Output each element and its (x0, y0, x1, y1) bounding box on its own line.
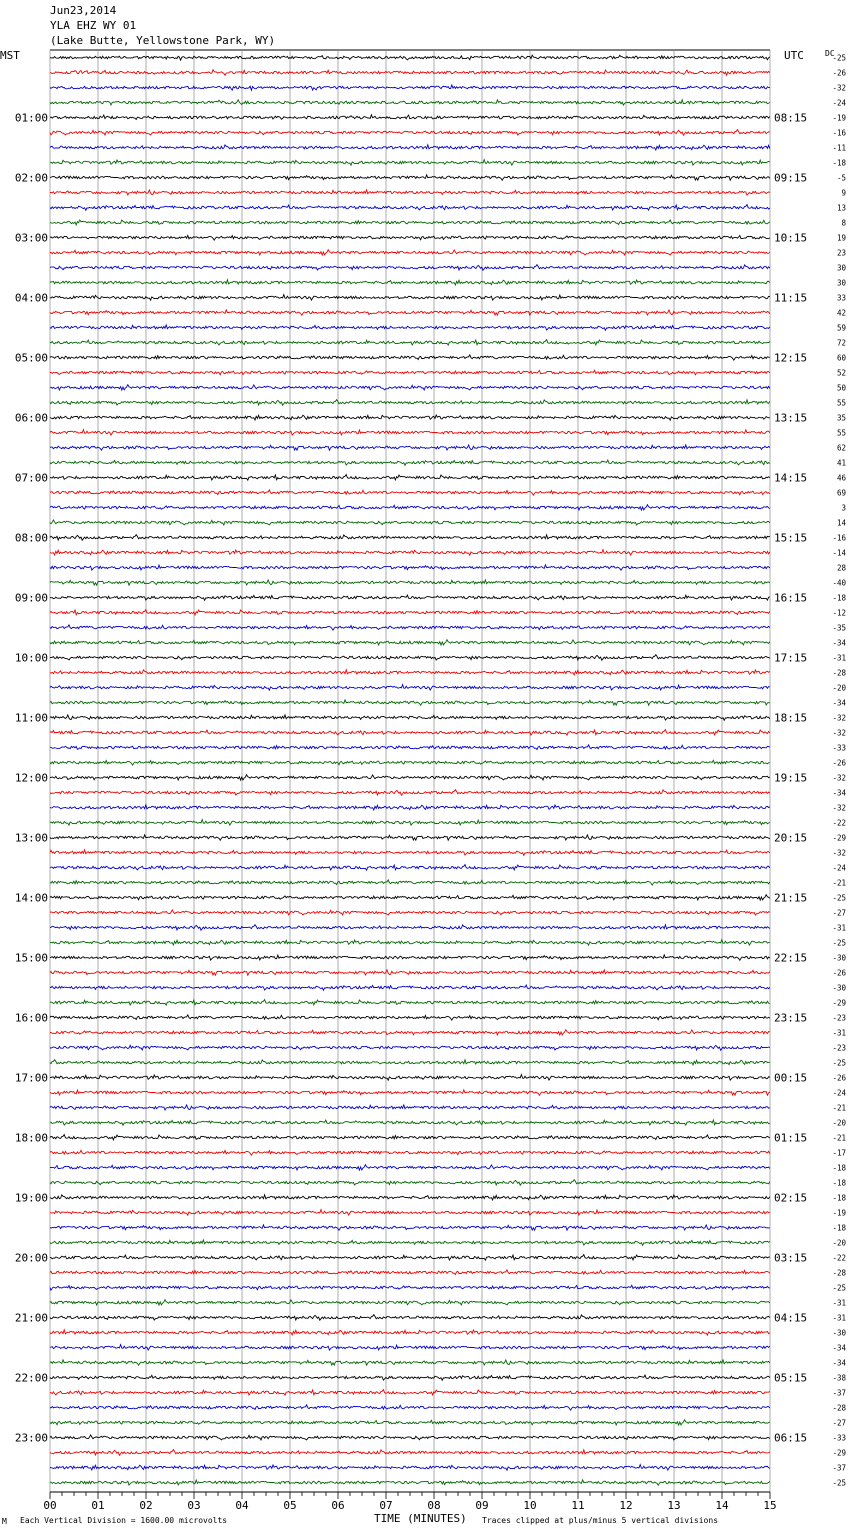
seismic-trace (50, 1180, 770, 1186)
dc-offset-value: -12 (832, 608, 846, 618)
mst-hour-label: 23:00 (14, 1431, 48, 1445)
dc-offset-value: -33 (832, 1433, 846, 1443)
seismic-trace (50, 490, 770, 495)
dc-offset-value: 59 (836, 323, 846, 333)
mst-hour-label: 03:00 (14, 231, 48, 245)
utc-hour-label: 05:15 (774, 1371, 808, 1385)
seismic-trace (50, 1060, 770, 1065)
dc-offset-value: -37 (832, 1388, 846, 1398)
seismic-trace (50, 295, 770, 301)
dc-offset-value: -32 (832, 728, 846, 738)
seismic-trace (50, 325, 770, 330)
utc-hour-label: 09:15 (774, 171, 808, 185)
seismic-trace (50, 355, 770, 360)
seismic-trace (50, 1465, 770, 1471)
seismic-trace (50, 1375, 770, 1380)
seismic-trace (50, 1435, 770, 1440)
time-tick-label: 14 (715, 1499, 729, 1512)
dc-offset-value: -17 (832, 1148, 846, 1158)
time-tick-label: 00 (43, 1499, 57, 1512)
utc-hour-label: 00:15 (774, 1071, 808, 1085)
mst-hour-label: 01:00 (14, 111, 48, 125)
seismic-trace (50, 190, 770, 195)
mst-hour-label: 21:00 (14, 1311, 48, 1325)
seismic-trace (50, 1225, 770, 1230)
trace-group (50, 55, 770, 1485)
dc-offset-value: -25 (832, 1283, 846, 1293)
seismic-trace (50, 1450, 770, 1456)
utc-hour-label: 03:15 (774, 1251, 808, 1265)
dc-offset-value: -26 (832, 68, 846, 78)
utc-hour-label: 15:15 (774, 531, 808, 545)
seismic-trace (50, 955, 770, 960)
mst-hour-label: 10:00 (14, 651, 48, 665)
dc-offset-value: -25 (832, 53, 846, 63)
seismic-trace (50, 1255, 770, 1261)
corner-mark: M (2, 1517, 7, 1526)
dc-offset-value: -28 (832, 1268, 846, 1278)
dc-offset-value: -20 (832, 1118, 846, 1128)
utc-hour-label: 10:15 (774, 231, 808, 245)
seismic-trace (50, 790, 770, 796)
dc-offset-value: -20 (832, 683, 846, 693)
dc-offset-value: 55 (836, 398, 846, 408)
left-timezone-label: MST (0, 49, 20, 62)
seismic-trace (50, 1210, 770, 1216)
mst-hour-label: 14:00 (14, 891, 48, 905)
dc-offset-value: -34 (832, 788, 846, 798)
dc-offset-value: -18 (832, 1193, 846, 1203)
seismic-trace (50, 340, 770, 346)
dc-offset-value: 72 (836, 338, 846, 348)
seismic-trace (50, 145, 770, 150)
dc-offset-value: -32 (832, 773, 846, 783)
time-tick-label: 11 (571, 1499, 585, 1512)
dc-offset-value: -24 (832, 1088, 846, 1098)
seismic-trace (50, 1285, 770, 1290)
seismic-trace (50, 970, 770, 975)
dc-offset-column (832, 54, 846, 1488)
time-tick-label: 15 (763, 1499, 777, 1512)
dc-offset-value: -34 (832, 1343, 846, 1353)
dc-offset-value: -24 (832, 863, 846, 873)
dc-offset-value: 33 (836, 293, 846, 303)
seismic-trace (50, 70, 770, 76)
seismic-trace (50, 1345, 770, 1351)
dc-offset-value: -16 (832, 533, 846, 543)
time-tick-label: 01 (91, 1499, 105, 1512)
dc-offset-value: -25 (832, 1478, 846, 1488)
seismic-trace (50, 1045, 770, 1050)
utc-hour-label: 02:15 (774, 1191, 808, 1205)
mst-hour-label: 18:00 (14, 1131, 48, 1145)
dc-offset-value: 62 (836, 443, 846, 453)
time-tick-label: 02 (139, 1499, 153, 1512)
dc-offset-value: -22 (832, 818, 846, 828)
seismic-trace (50, 505, 770, 510)
dc-offset-value: -18 (832, 593, 846, 603)
dc-offset-value: -21 (832, 1103, 846, 1113)
utc-hour-label: 11:15 (774, 291, 808, 305)
dc-offset-value: -26 (832, 758, 846, 768)
dc-offset-value: -5 (836, 173, 846, 183)
seismic-trace (50, 1015, 770, 1020)
seismic-trace (50, 115, 770, 120)
utc-hour-label: 12:15 (774, 351, 808, 365)
seismic-trace (50, 610, 770, 615)
dc-offset-value: -20 (832, 1238, 846, 1248)
dc-offset-value: -21 (832, 878, 846, 888)
seismic-trace (50, 236, 770, 241)
seismic-trace (50, 640, 770, 645)
seismic-trace (50, 925, 770, 931)
dc-offset-value: 14 (836, 518, 846, 528)
seismic-trace (50, 175, 770, 180)
seismic-trace (50, 55, 770, 60)
dc-offset-value: 13 (836, 203, 846, 213)
utc-hour-label: 18:15 (774, 711, 808, 725)
dc-offset-value: -19 (832, 113, 846, 123)
time-tick-label: 09 (475, 1499, 489, 1512)
utc-hour-label: 06:15 (774, 1431, 808, 1445)
seismic-trace (50, 715, 770, 720)
dc-offset-value: 50 (836, 383, 846, 393)
dc-offset-value: -31 (832, 1298, 846, 1308)
seismic-trace (50, 805, 770, 810)
seismic-trace (50, 730, 770, 736)
dc-offset-value: -28 (832, 668, 846, 678)
dc-offset-value: -31 (832, 653, 846, 663)
seismic-trace (50, 700, 770, 705)
mst-hour-label: 16:00 (14, 1011, 48, 1025)
mst-hour-label: 12:00 (14, 771, 48, 785)
mst-hour-label: 11:00 (14, 711, 48, 725)
seismic-trace (50, 430, 770, 436)
seismic-trace (50, 1315, 770, 1321)
seismic-trace (50, 985, 770, 990)
dc-offset-value: 55 (836, 428, 846, 438)
dc-offset-value: 46 (836, 473, 846, 483)
time-tick-label: 10 (523, 1499, 537, 1512)
seismic-trace (50, 1390, 770, 1396)
dc-offset-value: 41 (836, 458, 846, 468)
dc-offset-value: -33 (832, 743, 846, 753)
seismic-trace (50, 850, 770, 855)
dc-offset-value: -30 (832, 1328, 846, 1338)
seismic-trace (50, 100, 770, 105)
mst-hour-label: 06:00 (14, 411, 48, 425)
seismic-trace (50, 1420, 770, 1425)
dc-offset-value: -18 (832, 158, 846, 168)
seismic-trace (50, 550, 770, 556)
seismic-trace (50, 580, 770, 585)
dc-offset-value: -14 (832, 548, 846, 558)
seismic-trace (50, 820, 770, 826)
dc-offset-value: -34 (832, 1358, 846, 1368)
mst-hour-label: 17:00 (14, 1071, 48, 1085)
mst-hour-label: 09:00 (14, 591, 48, 605)
time-tick-label: 13 (667, 1499, 681, 1512)
dc-offset-value: -31 (832, 923, 846, 933)
station-code: YLA EHZ WY 01 (50, 19, 137, 32)
time-tick-label: 07 (379, 1499, 393, 1512)
utc-hour-label: 23:15 (774, 1011, 808, 1025)
seismic-trace (50, 1150, 770, 1155)
dc-offset-value: -32 (832, 713, 846, 723)
mst-hour-label: 13:00 (14, 831, 48, 845)
dc-offset-value: 19 (836, 233, 846, 243)
seismic-trace (50, 1135, 770, 1140)
utc-hour-label: 13:15 (774, 411, 808, 425)
dc-offset-value: -37 (832, 1463, 846, 1473)
dc-offset-value: -32 (832, 803, 846, 813)
seismic-trace (50, 160, 770, 166)
seismic-trace (50, 625, 770, 630)
dc-offset-value: -34 (832, 698, 846, 708)
seismic-trace (50, 1195, 770, 1200)
seismic-trace (50, 370, 770, 375)
seismic-trace (50, 445, 770, 450)
dc-offset-value: -22 (832, 1253, 846, 1263)
dc-offset-value: 9 (841, 188, 846, 198)
utc-hour-label: 08:15 (774, 111, 808, 125)
scale-note: Each Vertical Division = 1600.00 microvolts (20, 1516, 228, 1525)
mst-hour-label: 19:00 (14, 1191, 48, 1205)
time-tick-label: 03 (187, 1499, 201, 1512)
dc-offset-value: 52 (836, 368, 846, 378)
utc-hour-label: 22:15 (774, 951, 808, 965)
dc-offset-value: 23 (836, 248, 846, 258)
seismic-trace (50, 895, 770, 900)
dc-offset-value: 30 (836, 278, 846, 288)
dc-offset-value: -32 (832, 83, 846, 93)
seismic-trace (50, 520, 770, 525)
seismic-trace (50, 475, 770, 481)
seismic-trace (50, 1120, 770, 1125)
seismic-trace (50, 130, 770, 136)
mst-hour-label: 07:00 (14, 471, 48, 485)
seismic-trace (50, 1405, 770, 1410)
time-tick-label: 05 (283, 1499, 297, 1512)
seismic-trace (50, 415, 770, 420)
dc-offset-value: 28 (836, 563, 846, 573)
utc-hour-label: 19:15 (774, 771, 808, 785)
seismic-trace (50, 670, 770, 675)
seismic-trace (50, 940, 770, 946)
mst-hour-label: 08:00 (14, 531, 48, 545)
dc-offset-value: -30 (832, 983, 846, 993)
seismic-trace (50, 460, 770, 465)
seismic-trace (50, 280, 770, 285)
dc-offset-value: 30 (836, 263, 846, 273)
seismic-trace (50, 1360, 770, 1365)
seismic-trace (50, 1330, 770, 1335)
seismic-trace (50, 205, 770, 211)
time-tick-label: 04 (235, 1499, 249, 1512)
seismic-trace (50, 310, 770, 315)
time-axis (43, 1492, 776, 1512)
seismic-trace (50, 1480, 770, 1485)
mst-hour-label: 04:00 (14, 291, 48, 305)
dc-offset-value: -31 (832, 1313, 846, 1323)
mst-hour-label: 20:00 (14, 1251, 48, 1265)
seismic-trace (50, 760, 770, 765)
dc-offset-value: -35 (832, 623, 846, 633)
dc-offset-value: -29 (832, 833, 846, 843)
dc-offset-value: -23 (832, 1013, 846, 1023)
time-tick-label: 12 (619, 1499, 633, 1512)
dc-offset-value: -27 (832, 908, 846, 918)
mst-hour-label: 15:00 (14, 951, 48, 965)
seismic-trace (50, 85, 770, 90)
seismic-trace (50, 745, 770, 750)
seismic-trace (50, 265, 770, 271)
mst-hour-label: 22:00 (14, 1371, 48, 1385)
dc-offset-value: -40 (832, 578, 846, 588)
utc-hour-label: 21:15 (774, 891, 808, 905)
dc-offset-value: -21 (832, 1133, 846, 1143)
utc-hour-label: 17:15 (774, 651, 808, 665)
dc-offset-value: -29 (832, 998, 846, 1008)
seismic-trace (50, 385, 770, 390)
utc-hour-label: 14:15 (774, 471, 808, 485)
seismic-trace (50, 685, 770, 691)
dc-offset-value: 42 (836, 308, 846, 318)
time-tick-label: 06 (331, 1499, 345, 1512)
right-timezone-label: UTC (784, 49, 804, 62)
seismic-trace (50, 565, 770, 570)
dc-offset-value: -26 (832, 968, 846, 978)
dc-offset-value: -28 (832, 1403, 846, 1413)
utc-hour-label: 16:15 (774, 591, 808, 605)
dc-offset-value: 69 (836, 488, 846, 498)
dc-offset-value: -32 (832, 848, 846, 858)
seismic-trace (50, 400, 770, 406)
seismic-trace (50, 1270, 770, 1275)
mst-hour-label: 02:00 (14, 171, 48, 185)
seismic-trace (50, 1300, 770, 1305)
dc-offset-value: -29 (832, 1448, 846, 1458)
dc-offset-value: -31 (832, 1028, 846, 1038)
clip-note: Traces clipped at plus/minus 5 vertical divisions (482, 1516, 719, 1525)
dc-offset-value: 60 (836, 353, 846, 363)
dc-offset-value: -11 (832, 143, 846, 153)
seismic-trace (50, 220, 770, 225)
dc-offset-value: -26 (832, 1073, 846, 1083)
dc-offset-value: -27 (832, 1418, 846, 1428)
utc-hour-label: 04:15 (774, 1311, 808, 1325)
seismic-trace (50, 595, 770, 600)
seismic-trace (50, 835, 770, 840)
seismic-trace (50, 1090, 770, 1095)
seismic-trace (50, 250, 770, 255)
seismic-trace (50, 535, 770, 541)
dc-column-label: DC (825, 49, 835, 58)
dc-offset-value: -24 (832, 98, 846, 108)
seismic-trace (50, 910, 770, 915)
dc-offset-value: -16 (832, 128, 846, 138)
utc-hour-label: 01:15 (774, 1131, 808, 1145)
dc-offset-value: 35 (836, 413, 846, 423)
seismic-trace (50, 1030, 770, 1035)
x-axis-title: TIME (MINUTES) (374, 1512, 467, 1525)
station-location: (Lake Butte, Yellowstone Park, WY) (50, 34, 276, 47)
seismic-trace (50, 880, 770, 885)
utc-hour-label: 20:15 (774, 831, 808, 845)
dc-offset-value: -25 (832, 938, 846, 948)
dc-offset-value: -19 (832, 1208, 846, 1218)
dc-offset-value: -18 (832, 1223, 846, 1233)
dc-offset-value: -34 (832, 638, 846, 648)
seismic-trace (50, 1075, 770, 1081)
dc-offset-value: 8 (841, 218, 846, 228)
dc-offset-value: -18 (832, 1178, 846, 1188)
dc-offset-value: 3 (841, 503, 846, 513)
dc-offset-value: -38 (832, 1373, 846, 1383)
dc-offset-value: -23 (832, 1043, 846, 1053)
dc-offset-value: -25 (832, 1058, 846, 1068)
dc-offset-value: -18 (832, 1163, 846, 1173)
mst-hour-label: 05:00 (14, 351, 48, 365)
plot-date: Jun23,2014 (50, 4, 117, 17)
seismic-trace (50, 1240, 770, 1245)
seismic-trace (50, 655, 770, 661)
seismic-trace (50, 865, 770, 871)
time-tick-label: 08 (427, 1499, 441, 1512)
seismic-trace (50, 1165, 770, 1170)
dc-offset-value: -30 (832, 953, 846, 963)
seismic-trace (50, 1000, 770, 1006)
seismic-trace (50, 775, 770, 780)
seismic-trace (50, 1105, 770, 1110)
dc-offset-value: -25 (832, 893, 846, 903)
